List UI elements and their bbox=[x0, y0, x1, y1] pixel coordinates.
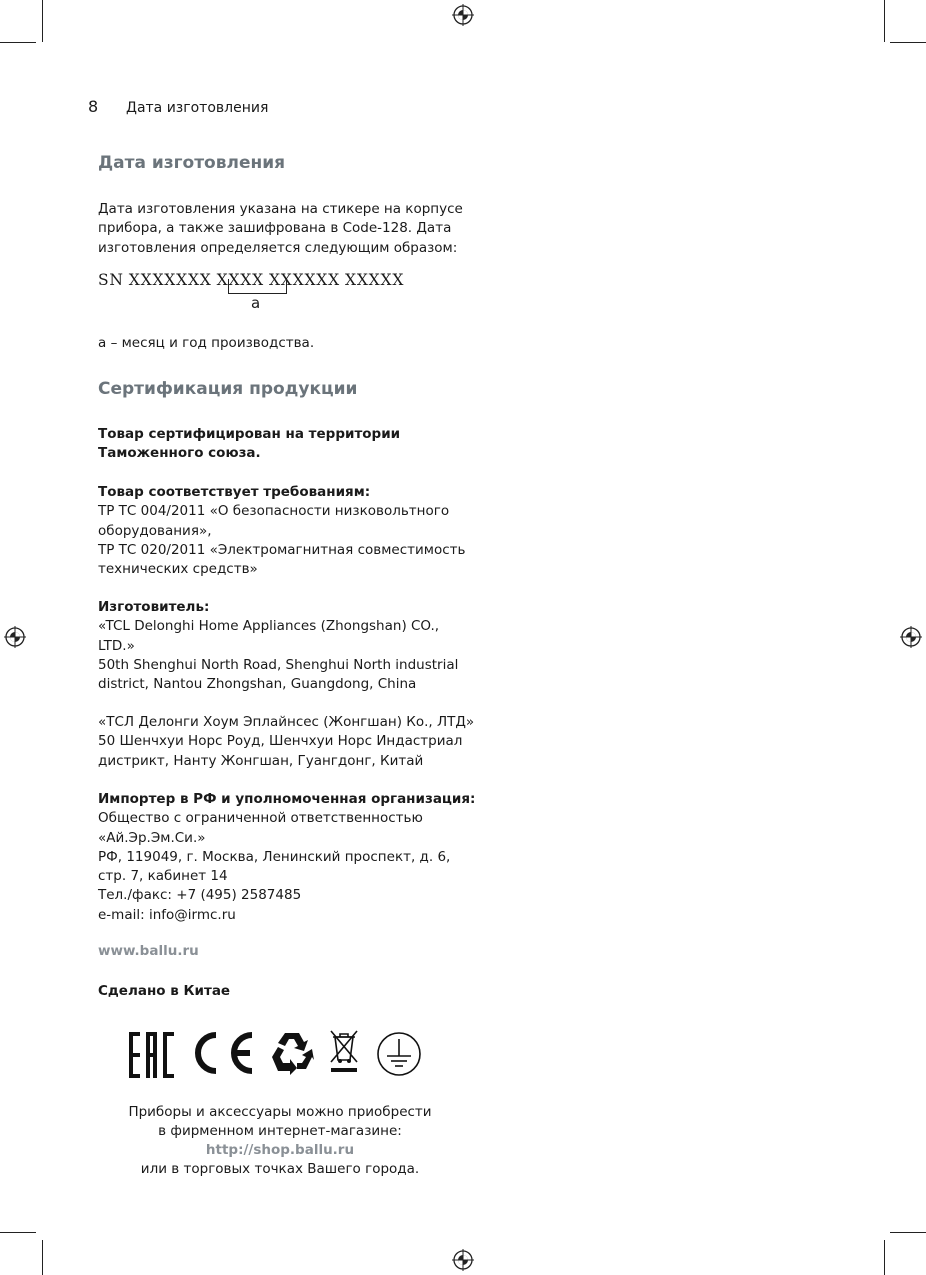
crop-mark bbox=[42, 1240, 43, 1275]
serial-part: SN bbox=[98, 271, 124, 289]
text-line: 50th Shenghui North Road, Shenghui North industrial bbox=[98, 656, 459, 673]
running-header-title: Дата изготовления bbox=[126, 100, 269, 116]
page-number: 8 bbox=[88, 97, 99, 116]
text-line: оборудования», bbox=[98, 522, 212, 539]
manufacturer-title: Изготовитель: bbox=[98, 599, 210, 615]
shop-info bbox=[100, 1103, 460, 1179]
crop-mark bbox=[42, 0, 43, 42]
text-line: Таможенного союза. bbox=[98, 445, 261, 462]
text-line: 50 Шенчхуи Норс Роуд, Шенчхуи Норс Индастриал bbox=[98, 733, 463, 750]
crop-mark bbox=[0, 1232, 36, 1233]
importer-block bbox=[98, 790, 476, 925]
text-line: «Ай.Эр.Эм.Си.» bbox=[98, 829, 206, 846]
crop-mark bbox=[884, 0, 885, 42]
text-line: прибора, а также зашифрована в Code-128. Дата bbox=[98, 220, 452, 237]
registration-mark-icon bbox=[4, 626, 26, 648]
text-line: в фирменном интернет-магазине: bbox=[158, 1123, 402, 1139]
serial-part: XXXXXXX bbox=[128, 271, 212, 289]
email-line: e-mail: info@irmc.ru bbox=[98, 906, 236, 923]
text-line: дистрикт, Нанту Жонгшан, Гуангдонг, Китай bbox=[98, 752, 424, 769]
requirements-block bbox=[98, 483, 468, 579]
importer-title: Импортер в РФ и уполномоченная организация: bbox=[98, 791, 476, 807]
manufacturer-block bbox=[98, 598, 468, 694]
section-heading-date: Дата изготовления bbox=[98, 153, 286, 173]
text-line: или в торговых точках Вашего города. bbox=[140, 1161, 420, 1177]
shop-link[interactable]: http://shop.ballu.ru bbox=[205, 1142, 355, 1158]
eac-icon bbox=[127, 1030, 177, 1080]
manufacturer-ru-block bbox=[98, 713, 475, 771]
crop-mark bbox=[890, 1232, 926, 1233]
ground-icon bbox=[375, 1030, 423, 1078]
text-line: Дата изготовления указана на стикере на корпусе bbox=[98, 201, 463, 217]
running-header bbox=[88, 97, 268, 116]
crop-mark bbox=[890, 42, 926, 43]
requirements-title: Товар соответствует требованиям: bbox=[98, 484, 371, 500]
date-intro bbox=[98, 200, 468, 258]
text-line: Тел./факс: +7 (495) 2587485 bbox=[98, 887, 302, 904]
date-legend bbox=[98, 334, 468, 353]
bracket-label: а bbox=[251, 294, 261, 312]
registration-mark-icon bbox=[452, 4, 474, 26]
registration-mark-icon bbox=[900, 626, 922, 648]
text-line: Товар сертифицирован на территории bbox=[98, 426, 401, 442]
website-link[interactable]: www.ballu.ru bbox=[98, 943, 199, 959]
text-line: технических средств» bbox=[98, 561, 258, 578]
text-line: ТР ТС 020/2011 «Электромагнитная совместимость bbox=[98, 541, 466, 558]
text-line: Общество с ограниченной ответственностью bbox=[98, 810, 423, 827]
text-line: изготовления определяется следующим образом: bbox=[98, 239, 458, 256]
weee-bin-icon bbox=[328, 1028, 360, 1074]
date-bracket bbox=[228, 279, 287, 294]
serial-part-date: XXXX bbox=[216, 271, 264, 289]
serial-part: XXXXX bbox=[344, 271, 405, 289]
made-in bbox=[98, 982, 468, 1001]
text-line: Приборы и аксессуары можно приобрести bbox=[128, 1104, 432, 1120]
text-line: РФ, 119049, г. Москва, Ленинский проспект, д. 6, bbox=[98, 848, 451, 865]
text-line: district, Nantou Zhongshan, Guangdong, China bbox=[98, 676, 417, 693]
legend-text: а – месяц и год производства. bbox=[98, 335, 315, 351]
text-line: ТР ТС 004/2011 «О безопасности низковольтного bbox=[98, 503, 450, 520]
recycle-icon bbox=[268, 1029, 316, 1075]
made-in-text: Сделано в Китае bbox=[98, 983, 231, 999]
certified-text bbox=[98, 425, 468, 464]
crop-mark bbox=[0, 42, 36, 43]
ce-icon bbox=[192, 1032, 256, 1074]
text-line: «ТСЛ Делонги Хоум Эплайнсес (Жонгшан) Ко., ЛТД» bbox=[98, 714, 475, 730]
serial-part: XXXXXX bbox=[268, 271, 340, 289]
section-heading-cert: Сертификация продукции bbox=[98, 379, 358, 399]
registration-mark-icon bbox=[452, 1249, 474, 1271]
text-line: «TCL Delonghi Home Appliances (Zhongshan) CO., bbox=[98, 618, 440, 635]
crop-mark bbox=[884, 1240, 885, 1275]
text-line: LTD.» bbox=[98, 637, 135, 654]
text-line: стр. 7, кабинет 14 bbox=[98, 868, 228, 885]
